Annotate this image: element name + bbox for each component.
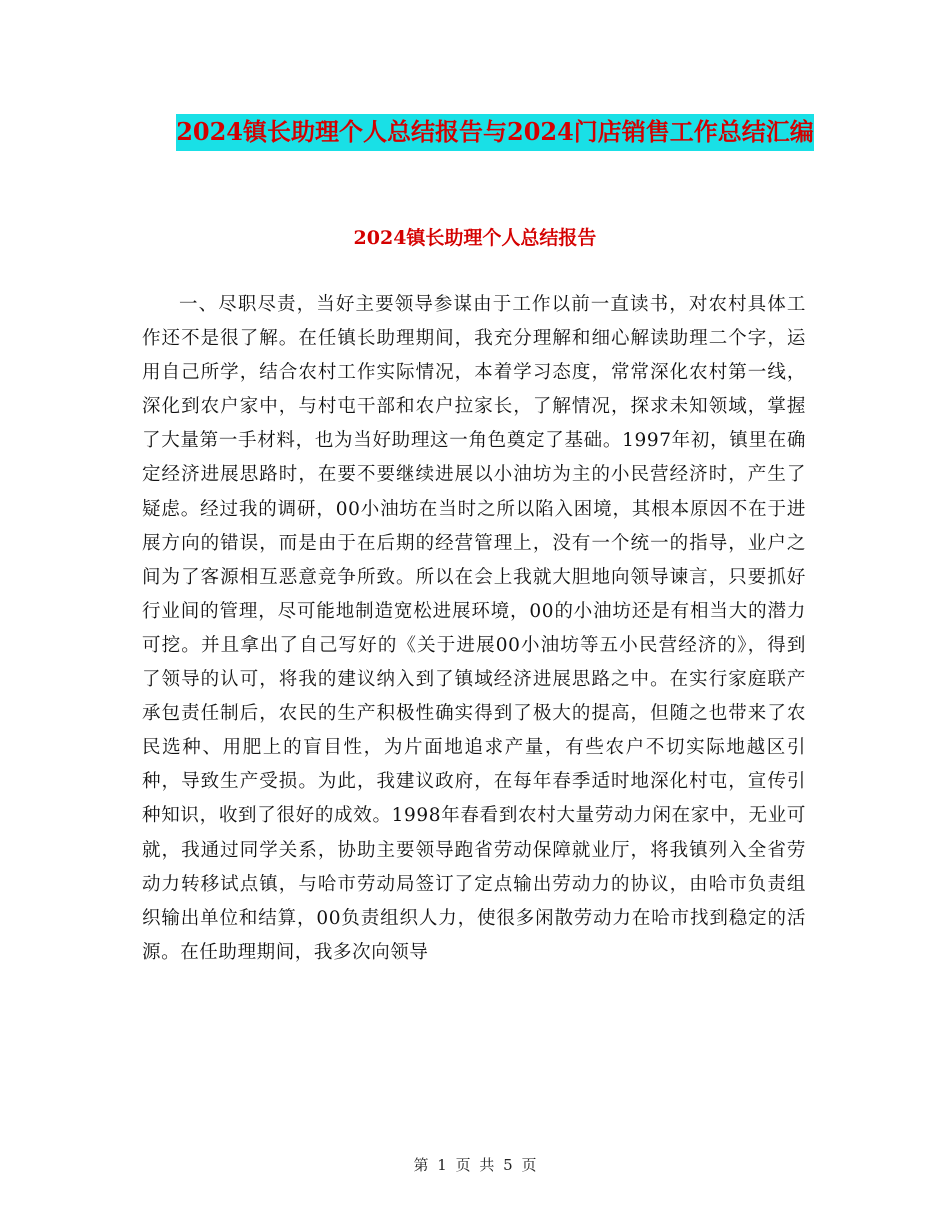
document-title: [140, 108, 850, 156]
document-title-text: 2024镇长助理个人总结报告与2024门店销售工作总结汇编: [176, 114, 814, 151]
body-paragraph: 一、尽职尽责，当好主要领导参谋由于工作以前一直读书，对农村具体工作还不是很了解。在任镇长助理期间，我充分理解和细心解读助理二个字，运用自己所学，结合农村工作实际情况，本着学习态度，常常深化农村第一线，深化到农户家中，与村屯干部和农户拉家长，了解情况，探求未知领域，掌握了大量第一手材料，也为当好助理这一角色奠定了基础。1997年初，镇里在确定经济进展思路时，在要不要继续进展以小油坊为主的小民营经济时，产生了疑虑。经过我的调研，00小油坊在当时之所以陷入困境，其根本原因不在于进展方向的错误，而是由于在后期的经营管理上，没有一个统一的指导，业户之间为了客源相互恶意竞争所致。所以在会上我就大胆地向领导谏言，只要抓好行业间的管理，尽可能地制造宽松进展环境，00的小油坊还是有相当大的潜力可挖。并且拿出了自己写好的《关于进展00小油坊等五小民营经济的》，得到了领导的认可，将我的建议纳入到了镇域经济进展思路之中。在实行家庭联产承包责任制后，农民的生产积极性确实得到了极大的提高，但随之也带来了农民选种、用肥上的盲目性，为片面地追求产量，有些农户不切实际地越区引种，导致生产受损。为此，我建议政府，在每年春季适时地深化村屯，宣传引种知识，收到了很好的成效。1998年春看到农村大量劳动力闲在家中，无业可就，我通过同学关系，协助主要领导跑省劳动保障就业厅，将我镇列入全省劳动力转移试点镇，与哈市劳动局签订了定点输出劳动力的协议，由哈市负责组织输出单位和结算，00负责组织人力，使很多闲散劳动力在哈市找到稳定的活源。在任助理期间，我多次向领导: [142, 294, 806, 963]
page-number: 第 1 页 共 5 页: [413, 1156, 537, 1174]
section-title: 2024镇长助理个人总结报告: [353, 227, 597, 249]
